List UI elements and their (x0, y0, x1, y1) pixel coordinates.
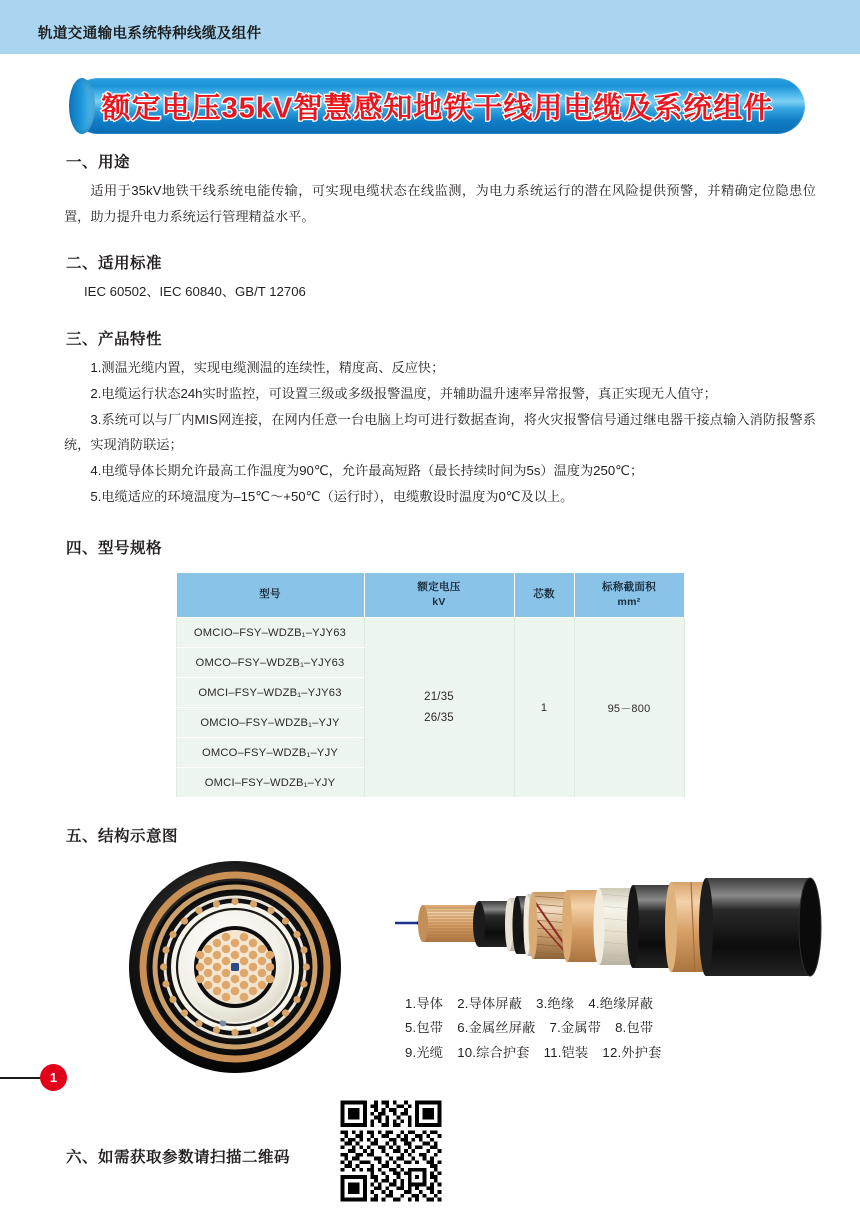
qr-code-svg (337, 1097, 445, 1205)
spec-col-model (176, 572, 364, 617)
cell-model: OMCO–FSY–WDZB₁–YJY (176, 738, 364, 768)
cable-cross-section-diagram (128, 860, 342, 1074)
legend-item: 3.绝缘 (536, 996, 575, 1012)
spec-table-header-row (176, 572, 684, 617)
qr-code[interactable] (337, 1097, 445, 1205)
centre-fibre-unit (231, 963, 239, 971)
legend-item: 2.导体屏蔽 (457, 996, 523, 1012)
spec-col-model-line1: 型号 (259, 588, 281, 601)
legend-item: 8.包带 (615, 1020, 654, 1036)
spec-col-area-line2: mm² (617, 595, 641, 608)
section-heading-standards: 二、适用标准 (66, 255, 163, 273)
legend-item: 9.光缆 (405, 1044, 444, 1060)
table-row (176, 618, 684, 648)
legend-item: 1.导体 (405, 996, 444, 1012)
cell-area: 95－800 (574, 618, 684, 798)
legend-row-3 (405, 1041, 825, 1065)
spacer (0, 305, 860, 327)
cell-cores: 1 (514, 618, 574, 798)
section-heading-features: 三、产品特性 (66, 331, 163, 349)
spacer (0, 229, 860, 251)
legend-row-2 (405, 1016, 825, 1040)
qr-section (0, 1089, 860, 1219)
conductor-bundle (418, 905, 481, 942)
cell-voltage-line2: 26/35 (424, 711, 454, 724)
spec-col-voltage-line2: kV (432, 595, 446, 608)
outer-sheath-layer (699, 878, 821, 976)
spacer (0, 798, 860, 824)
page-number-badge: 1 (40, 1064, 67, 1091)
spacer (0, 510, 860, 536)
cross-section-svg (128, 860, 342, 1074)
legend-item: 10.综合护套 (457, 1044, 530, 1060)
section-heading-models: 四、型号规格 (66, 539, 163, 557)
section-heading-structure: 五、结构示意图 (66, 828, 179, 846)
cell-model: OMCI–FSY–WDZB₁–YJY (176, 768, 364, 798)
section-heading-usage: 一、用途 (66, 154, 131, 171)
feature-list (64, 355, 816, 509)
running-header-title: 轨道交通输电系统特种线缆及组件 (38, 26, 262, 42)
legend-item: 6.金属丝屏蔽 (457, 1020, 536, 1036)
legend-item: 7.金属带 (549, 1020, 602, 1036)
spec-table-wrapper (0, 572, 860, 798)
structure-legend (405, 992, 825, 1065)
content-column (0, 150, 860, 1219)
legend-item: 11.铠装 (543, 1044, 589, 1060)
spec-col-area-line1: 标称截面积 (602, 580, 656, 593)
legend-item: 12.外护套 (602, 1044, 662, 1060)
structure-diagram-row (0, 852, 860, 1087)
cell-model: OMCI–FSY–WDZB₁–YJY63 (176, 678, 364, 708)
feature-item: 5.电缆适应的环境温度为–15℃～+50℃（运行时），电缆敷设时温度为0℃及以上。 (90, 488, 574, 504)
cell-voltage (364, 618, 514, 798)
section-body-standards: IEC 60502、IEC 60840、GB/T 12706 (84, 284, 306, 300)
cable-3d-svg (395, 866, 825, 986)
cell-voltage-line1: 21/35 (424, 691, 454, 704)
spec-col-voltage-line1: 额定电压 (417, 580, 461, 593)
section-body-usage: 适用于35kV地铁干线系统电能传输，可实现电缆状态在线监测，为电力系统运行的潜在风险提供预警，并精确定位隐患位置，助力提升电力系统运行管理精益水平。 (64, 183, 816, 224)
spec-col-area (574, 572, 684, 617)
cell-model: OMCIO–FSY–WDZB₁–YJY63 (176, 618, 364, 648)
feature-item: 1.测温光缆内置，实现电缆测温的连续性，精度高、反应快； (90, 360, 445, 376)
feature-item: 2.电缆运行状态24h实时监控，可设置三级或多级报警温度，并辅助温升速率异常报警，真正实现无人值守； (90, 385, 717, 401)
page-title: 额定电压35kV智慧感知地铁干线用电缆及系统组件 (101, 92, 774, 125)
spec-col-cores (514, 572, 574, 617)
title-banner (70, 78, 805, 134)
cell-model: OMCIO–FSY–WDZB₁–YJY (176, 708, 364, 738)
spec-col-voltage (364, 572, 514, 617)
section-heading-qr: 六、如需获取参数请扫描二维码 (66, 1149, 291, 1167)
cell-model: OMCO–FSY–WDZB₁–YJY63 (176, 648, 364, 678)
legend-item: 4.绝缘屏蔽 (588, 996, 654, 1012)
feature-item: 3.系统可以与厂内MIS网连接，在网内任意一台电脑上均可进行数据查询，将火灾报警信号通过继电器干接点输入消防报警系统，实现消防联运； (64, 411, 816, 453)
legend-item: 5.包带 (405, 1020, 444, 1036)
legend-row-1 (405, 992, 825, 1016)
spec-table (176, 572, 685, 798)
spec-col-cores-line1: 芯数 (533, 588, 555, 601)
feature-item: 4.电缆导体长期允许最高工作温度为90℃，允许最高短路（最长持续时间为5s）温度为250℃； (90, 463, 644, 479)
cable-3d-illustration (395, 866, 825, 986)
